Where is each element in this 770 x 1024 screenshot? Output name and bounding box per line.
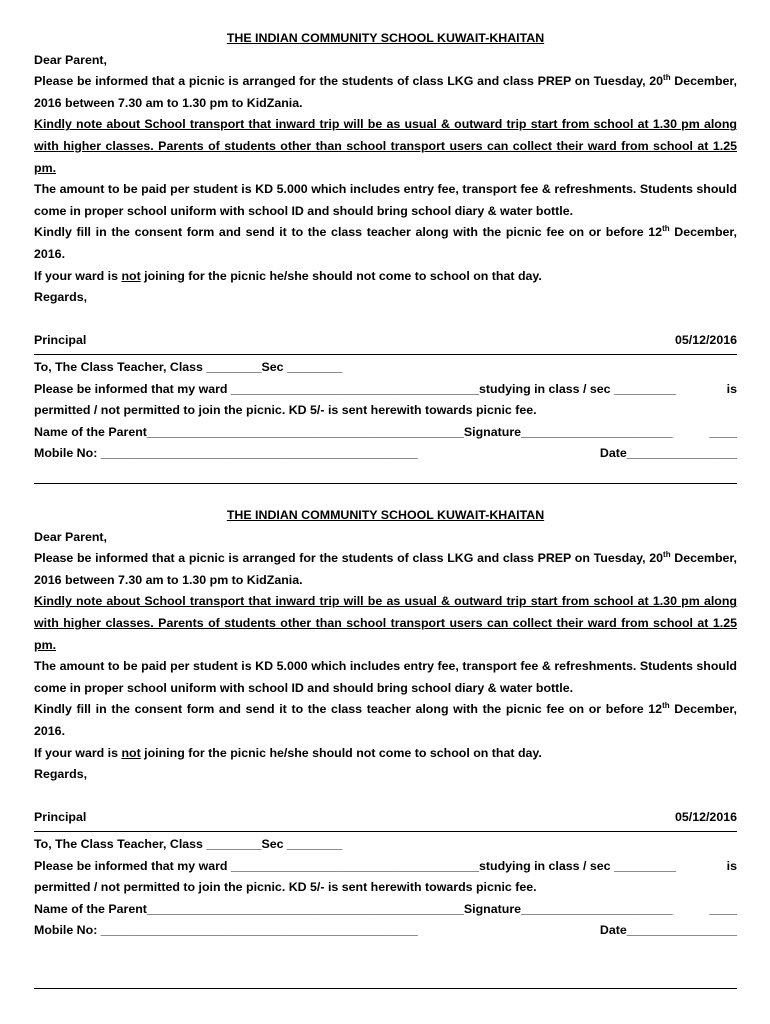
signoff-row xyxy=(34,807,737,829)
absence-text-b: joining for the picnic he/she should not come to school on that day. xyxy=(140,745,542,760)
consent-sup: th xyxy=(662,701,670,711)
absence-note xyxy=(34,743,737,765)
school-title: THE INDIAN COMMUNITY SCHOOL KUWAIT-KHAITAN xyxy=(226,31,545,45)
consent-deadline: December, 2016. xyxy=(34,702,737,738)
slip-parent-line xyxy=(34,422,737,444)
slip-ward-line xyxy=(34,379,737,401)
absence-not: not xyxy=(121,268,141,283)
divider xyxy=(34,354,737,355)
divider xyxy=(34,831,737,832)
slip-mobile: Mobile No: ______________________________________________ xyxy=(34,923,418,938)
slip-permission: permitted / not permitted to join the picnic. KD 5/- is sent herewith towards picnic fee. xyxy=(34,880,537,895)
letter-date: 05/12/2016 xyxy=(674,333,737,348)
regards: Regards, xyxy=(34,767,88,782)
slip-date: Date________________ xyxy=(599,446,737,461)
slip-mobile-line xyxy=(34,443,737,465)
consent-text: Kindly fill in the consent form and send it to the class teacher along with the picnic fee on or before 12 xyxy=(34,225,663,240)
slip-addressee: To, The Class Teacher, Class ________Sec ________ xyxy=(34,836,343,851)
consent-deadline: December, 2016. xyxy=(34,225,737,261)
picnic-info-text: Please be informed that a picnic is arranged for the students of class LKG and class PREP on Tuesday, 20 xyxy=(34,74,664,89)
slip-addressee: To, The Class Teacher, Class ________Sec ________ xyxy=(34,359,343,374)
regards: Regards, xyxy=(34,290,88,305)
transport-note: Kindly note about School transport that inward trip will be as usual & outward trip start from school at 1.30 pm along with higher classes. Parents of students other than school transport users can collect their ward from school at 1.25 pm. xyxy=(34,117,737,175)
principal-label: Principal xyxy=(34,333,87,348)
slip-parent-signature: Name of the Parent______________________________________________Signature______________________ xyxy=(34,901,673,916)
section-divider xyxy=(34,988,737,989)
picnic-info-sup: th xyxy=(663,550,671,560)
slip-ward-text: Please be informed that my ward ____________________________________studying in class / sec _________ xyxy=(34,381,677,396)
slip-parent-tail: ____ xyxy=(709,424,737,439)
section-divider xyxy=(34,483,737,484)
signoff-row xyxy=(34,330,737,352)
picnic-info-date: December, 2016 between 7.30 am to 1.30 pm to KidZania. xyxy=(34,551,737,587)
picnic-info xyxy=(34,71,737,114)
slip-date: Date________________ xyxy=(599,923,737,938)
slip-mobile-line xyxy=(34,920,737,942)
letter-date: 05/12/2016 xyxy=(674,810,737,825)
notice-bottom xyxy=(34,505,737,942)
notice-top xyxy=(34,28,737,465)
slip-permission: permitted / not permitted to join the picnic. KD 5/- is sent herewith towards picnic fee. xyxy=(34,403,537,418)
consent-instructions xyxy=(34,699,737,742)
slip-ward-is: is xyxy=(726,381,737,396)
picnic-info-sup: th xyxy=(663,73,671,83)
absence-not: not xyxy=(121,745,141,760)
consent-instructions xyxy=(34,222,737,265)
absence-text-a: If your ward is xyxy=(34,745,122,760)
fee-info: The amount to be paid per student is KD 5.000 which includes entry fee, transport fee & refreshments. Students should come in proper school uniform with school ID and should bring school diary & water bottle. xyxy=(34,182,737,218)
slip-parent-tail: ____ xyxy=(709,901,737,916)
slip-mobile: Mobile No: ______________________________________________ xyxy=(34,446,418,461)
picnic-info-text: Please be informed that a picnic is arranged for the students of class LKG and class PREP on Tuesday, 20 xyxy=(34,551,664,566)
salutation: Dear Parent, xyxy=(34,52,108,67)
transport-note: Kindly note about School transport that inward trip will be as usual & outward trip start from school at 1.30 pm along with higher classes. Parents of students other than school transport users can collect their ward from school at 1.25 pm. xyxy=(34,594,737,652)
picnic-info xyxy=(34,548,737,591)
school-title: THE INDIAN COMMUNITY SCHOOL KUWAIT-KHAITAN xyxy=(226,508,545,522)
absence-text-b: joining for the picnic he/she should not come to school on that day. xyxy=(140,268,542,283)
slip-ward-text: Please be informed that my ward ____________________________________studying in class / sec _________ xyxy=(34,858,677,873)
absence-note xyxy=(34,266,737,288)
consent-sup: th xyxy=(662,224,670,234)
slip-parent-signature: Name of the Parent______________________________________________Signature______________________ xyxy=(34,424,673,439)
fee-info: The amount to be paid per student is KD 5.000 which includes entry fee, transport fee & refreshments. Students should come in proper school uniform with school ID and should bring school diary & water bottle. xyxy=(34,659,737,695)
slip-ward-is: is xyxy=(726,858,737,873)
slip-parent-line xyxy=(34,899,737,921)
salutation: Dear Parent, xyxy=(34,529,108,544)
consent-text: Kindly fill in the consent form and send it to the class teacher along with the picnic fee on or before 12 xyxy=(34,702,663,717)
slip-ward-line xyxy=(34,856,737,878)
principal-label: Principal xyxy=(34,810,87,825)
absence-text-a: If your ward is xyxy=(34,268,122,283)
picnic-info-date: December, 2016 between 7.30 am to 1.30 pm to KidZania. xyxy=(34,74,737,110)
